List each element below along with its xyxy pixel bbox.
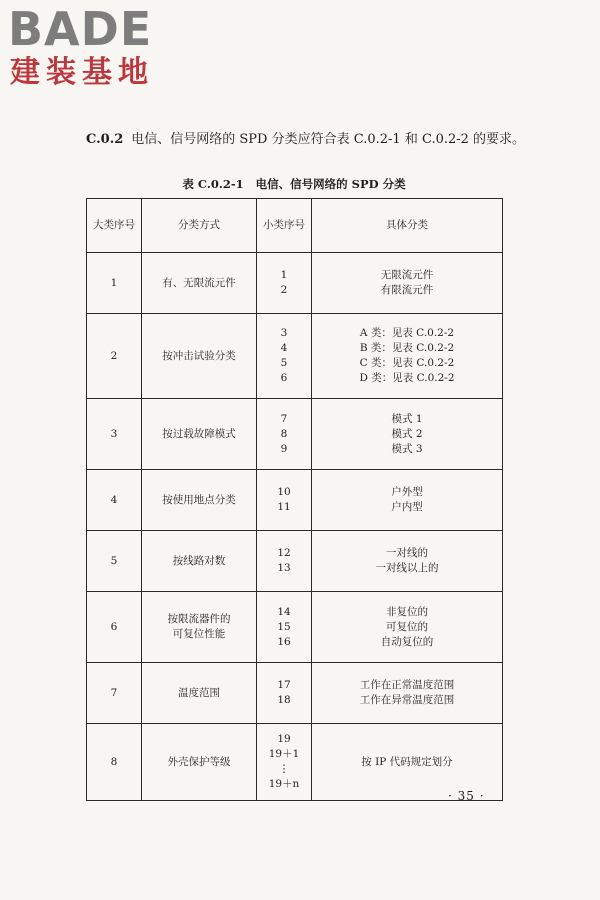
logo-subtitle: 建装基地 [10,55,154,90]
minor-number-cell [257,253,312,314]
method-cell-line: 按限流器件的 [167,613,231,625]
minor-number-cell-line: 2 [280,284,288,296]
detail-cell-line: 户外型 [391,486,423,498]
minor-number-cell-line: 18 [277,694,291,706]
minor-number-cell-line: 15 [277,620,291,633]
logo-brand: BADE [8,2,153,56]
method-cell [142,314,257,399]
detail-cell-line: 无限流元件 [380,269,434,281]
header-minor-number: 小类序号 [257,199,312,253]
method-cell [142,470,257,531]
detail-cell [312,531,503,592]
table-row [87,592,503,663]
minor-number-cell-line: 12 [277,547,291,559]
method-cell [142,399,257,470]
table-row [87,663,503,724]
major-number-cell: 7 [87,663,142,724]
detail-cell [312,314,503,399]
detail-cell-line: 自动复位的 [380,635,434,648]
detail-cell [312,470,503,531]
header-detail: 具体分类 [312,199,503,253]
minor-number-cell [257,399,312,470]
minor-number-cell-line: 5 [280,357,288,369]
detail-cell-line: 有限流元件 [380,284,434,296]
minor-number-cell-line: 7 [280,412,288,425]
table-row [87,470,503,531]
minor-number-cell-line: 19＋n [268,778,300,790]
table-row [87,314,503,399]
minor-number-cell [257,314,312,399]
clause-text: 电信、信号网络的 SPD 分类应符合表 C.0.2-1 和 C.0.2-2 的要求。 [131,132,526,147]
method-cell [142,592,257,663]
detail-cell [312,253,503,314]
detail-cell-line: 一对线以上的 [375,562,439,574]
minor-number-cell [257,470,312,531]
table-caption [86,176,502,192]
detail-cell-line: 一对线的 [386,547,428,559]
table-caption-number: 表 C.0.2-1 [182,177,244,191]
minor-number-cell-line: 17 [277,679,291,691]
table-row [87,531,503,592]
major-number-cell: 3 [87,399,142,470]
detail-cell [312,663,503,724]
minor-number-cell-line: 4 [280,342,288,354]
minor-number-cell-line: 3 [280,327,288,339]
method-cell [142,724,257,801]
detail-cell-line: 户内型 [391,501,423,513]
detail-cell-line: A 类：见表 C.0.2-2 [359,327,455,339]
method-cell-line: 按过载故障模式 [162,427,236,440]
table-row [87,399,503,470]
major-number-cell: 2 [87,314,142,399]
method-cell-line: 按冲击试验分类 [162,349,236,362]
minor-number-cell-line: 9 [280,442,288,455]
method-cell [142,663,257,724]
detail-cell [312,592,503,663]
minor-number-cell-line: 1 [280,269,288,281]
minor-number-cell-line: 8 [280,427,288,440]
minor-number-cell-line: ⋮ [278,763,290,775]
minor-number-cell-line: 11 [277,501,291,513]
detail-cell-line: 工作在正常温度范围 [359,679,455,691]
minor-number-cell-line: 13 [277,562,291,574]
minor-number-cell [257,592,312,663]
minor-number-cell [257,663,312,724]
page-number: · 35 · [448,789,485,803]
header-major-number: 大类序号 [87,199,142,253]
minor-number-cell-line: 19＋1 [268,748,300,760]
detail-cell-line: B 类：见表 C.0.2-2 [359,342,455,354]
detail-cell-line: 模式 3 [391,442,423,455]
method-cell-line: 按线路对数 [172,554,226,567]
method-cell-line: 有、无限流元件 [162,276,236,289]
detail-cell-line: 按 IP 代码规定划分 [361,755,453,768]
table-header-row [87,199,503,253]
detail-cell-line: 模式 1 [391,412,423,425]
minor-number-cell [257,531,312,592]
detail-cell-line: 非复位的 [386,605,428,618]
detail-cell-line: 工作在异常温度范围 [359,694,455,706]
detail-cell-line: 可复位的 [386,620,428,633]
table-row [87,253,503,314]
minor-number-cell-line: 16 [277,635,291,648]
minor-number-cell [257,724,312,801]
method-cell-line: 按使用地点分类 [162,493,236,506]
minor-number-cell-line: 14 [277,605,291,618]
detail-cell-line: 模式 2 [391,427,423,440]
clause-paragraph [86,127,526,153]
method-cell [142,253,257,314]
spd-classification-table [86,198,503,801]
major-number-cell: 5 [87,531,142,592]
major-number-cell: 4 [87,470,142,531]
method-cell-line: 可复位性能 [172,628,226,640]
method-cell [142,531,257,592]
detail-cell [312,399,503,470]
minor-number-cell-line: 6 [280,372,288,384]
method-cell-line: 外壳保护等级 [167,755,231,768]
bade-logo [8,4,178,92]
header-method: 分类方式 [142,199,257,253]
detail-cell-line: C 类：见表 C.0.2-2 [359,357,455,369]
major-number-cell: 1 [87,253,142,314]
table-row [87,724,503,801]
table-caption-title: 电信、信号网络的 SPD 分类 [255,177,406,191]
major-number-cell: 8 [87,724,142,801]
method-cell-line: 温度范围 [178,686,220,699]
detail-cell-line: D 类：见表 C.0.2-2 [359,372,455,384]
clause-number: C.0.2 [86,132,124,147]
minor-number-cell-line: 19 [277,733,291,745]
minor-number-cell-line: 10 [277,486,291,498]
major-number-cell: 6 [87,592,142,663]
